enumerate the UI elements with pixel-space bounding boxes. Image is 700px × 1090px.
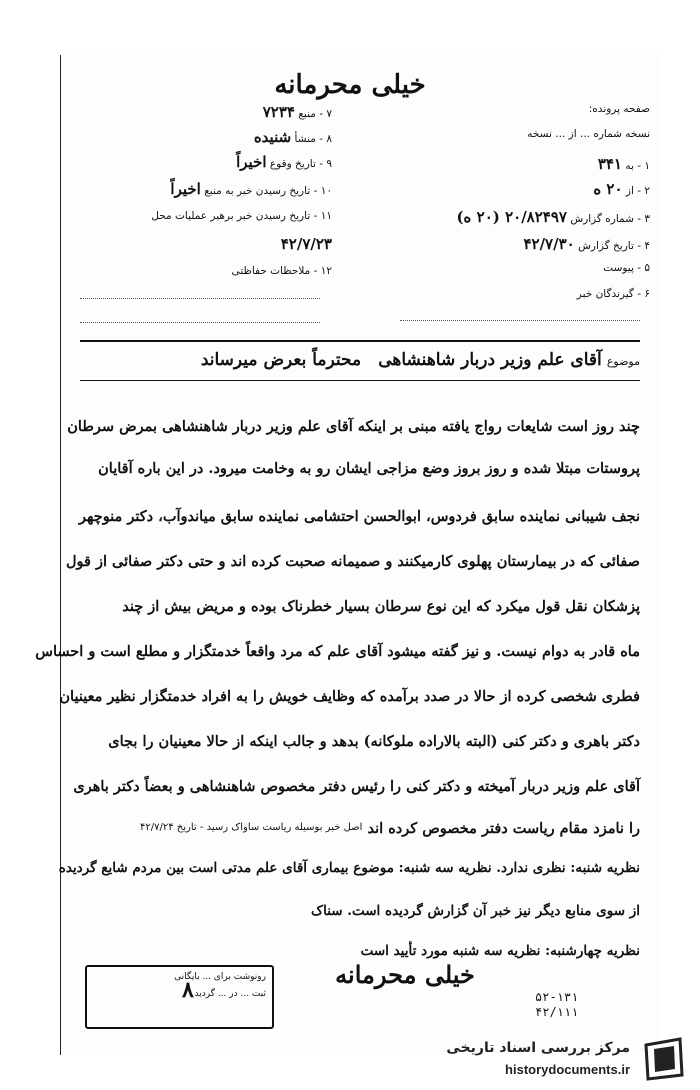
body-line: چند روز است شایعات رواج یافته مبنی بر اینکه آقای علم وزیر دربار شاهنشاهی بمرض سرطان bbox=[67, 418, 640, 435]
body-line: پزشکان نقل قول میکرد که این نوع سرطان بسیار خطرناک بوده و مریض بیش از چند bbox=[122, 598, 640, 615]
field-attachment: ۵ - پیوست bbox=[603, 262, 650, 274]
field-from: ۲ - از ۲۰ ه bbox=[593, 180, 650, 198]
routing-line: رونوشت برای ... بایگانی bbox=[174, 972, 266, 982]
field-report-number: ۳ - شماره گزارش ۲۰/۸۲۴۹۷ (۲۰ ه) bbox=[456, 208, 650, 226]
field-date-to-leader-value: ۴۲/۷/۲۳ bbox=[280, 235, 332, 253]
field-to: ۱ - به ۳۴۱ bbox=[597, 155, 650, 173]
body-line: دکتر باهری و دکتر کنی (البته بالاراده ملوکانه) بدهد و جالب اینکه از حالا معینیان را بجای bbox=[108, 733, 640, 750]
watermark-title: مرکز بررسی اسناد تاریخی bbox=[446, 1040, 630, 1056]
field-date-occurred: ۹ - تاریخ وقوع اخیراً bbox=[236, 153, 332, 171]
field-date-to-leader: ۱۱ - تاریخ رسیدن خبر برهبر عملیات محل bbox=[151, 210, 332, 222]
field-source: ۷ - منبع ۷۲۳۴ bbox=[262, 103, 332, 121]
routing-number: ۸ bbox=[182, 977, 194, 1003]
classification-stamp-top: خیلی محرمانه bbox=[274, 70, 426, 100]
subject-divider bbox=[80, 380, 640, 381]
field-report-date: ۴ - تاریخ گزارش ۴۲/۷/۳۰ bbox=[523, 235, 650, 253]
field-file-page: صفحه پرونده: bbox=[588, 103, 650, 115]
serial-number: ۵۲-۱۳۱ bbox=[535, 990, 579, 1004]
body-line: صفائی که در بیمارستان پهلوی کارمیکنند و صمیمانه صحبت کرده اند و حتی دکتر صفائی از قول bbox=[65, 553, 640, 570]
field-copy-number: نسخه شماره ... از ... نسخه bbox=[527, 128, 650, 140]
body-line: ماه قادر به دوام نیست. و نیز گفته میشود آقای علم که مرد واقعاً خدمتگزار و مطلع است و احساس bbox=[35, 643, 640, 660]
archive-logo-icon bbox=[640, 1035, 688, 1083]
note-line: نظریه چهارشنبه: نظریه سه شنبه مورد تأیید است bbox=[360, 943, 640, 959]
body-line: آقای علم وزیر دربار آمیخته و دکتر کنی را رئیس دفتر مخصوص شاهنشاهی و بعضاً دکتر باهری bbox=[73, 778, 640, 795]
routing-line: ثبت ... در ... گردید bbox=[194, 989, 266, 999]
body-line: پروستات مبتلا شده و روز بروز وضع مزاجی ایشان رو به وخامت میرود. در این باره آقایان bbox=[98, 460, 640, 477]
field-date-to-source: ۱۰ - تاریخ رسیدن خبر به منبع اخیراً bbox=[170, 180, 332, 198]
subject-value: آقای علم وزیر دربار شاهنشاهی bbox=[378, 350, 602, 370]
subject-row bbox=[130, 350, 640, 370]
routing-box bbox=[85, 965, 274, 1029]
field-recipients: ۶ - گیرندگان خبر bbox=[576, 288, 650, 300]
field-origin: ۸ - منشأ شنیده bbox=[253, 128, 332, 146]
note-line: از سوی منابع دیگر نیز خبر آن گزارش گردیده است. سناک bbox=[311, 903, 640, 919]
typed-source-note: اصل خبر بوسیله ریاست ساواک رسید - تاریخ ۴۲/۷/۲۴ bbox=[140, 822, 363, 833]
header-divider bbox=[80, 340, 640, 342]
watermark-url: historydocuments.ir bbox=[505, 1062, 630, 1077]
body-line: نجف شیبانی نماینده سابق فردوس، ابوالحسن احتشامی نماینده سابق میاندوآب، دکتر منوچهر bbox=[79, 508, 640, 525]
subject-label: موضوع bbox=[606, 355, 640, 368]
serial-number-2: ۴۲/۱۱۱ bbox=[535, 1005, 579, 1019]
classification-stamp-bottom: خیلی محرمانه bbox=[335, 960, 475, 989]
body-line: فطری شخصی کرده از حالا در صدد برآمده که وظایف خویش را به افراد خدمتگزار نظیر معینیان bbox=[59, 688, 640, 705]
subject-note: محترماً بعرض میرساند bbox=[200, 350, 362, 370]
body-line: را نامزد مقام ریاست دفتر مخصوص کرده اند bbox=[367, 820, 640, 837]
note-line: نظریه شنبه: نظری ندارد. نظریه سه شنبه: موضوع بیماری آقای علم مدتی است بین مردم شایع گردیده bbox=[58, 860, 640, 876]
field-security-notes: ۱۲ - ملاحظات حفاظتی bbox=[231, 265, 332, 277]
